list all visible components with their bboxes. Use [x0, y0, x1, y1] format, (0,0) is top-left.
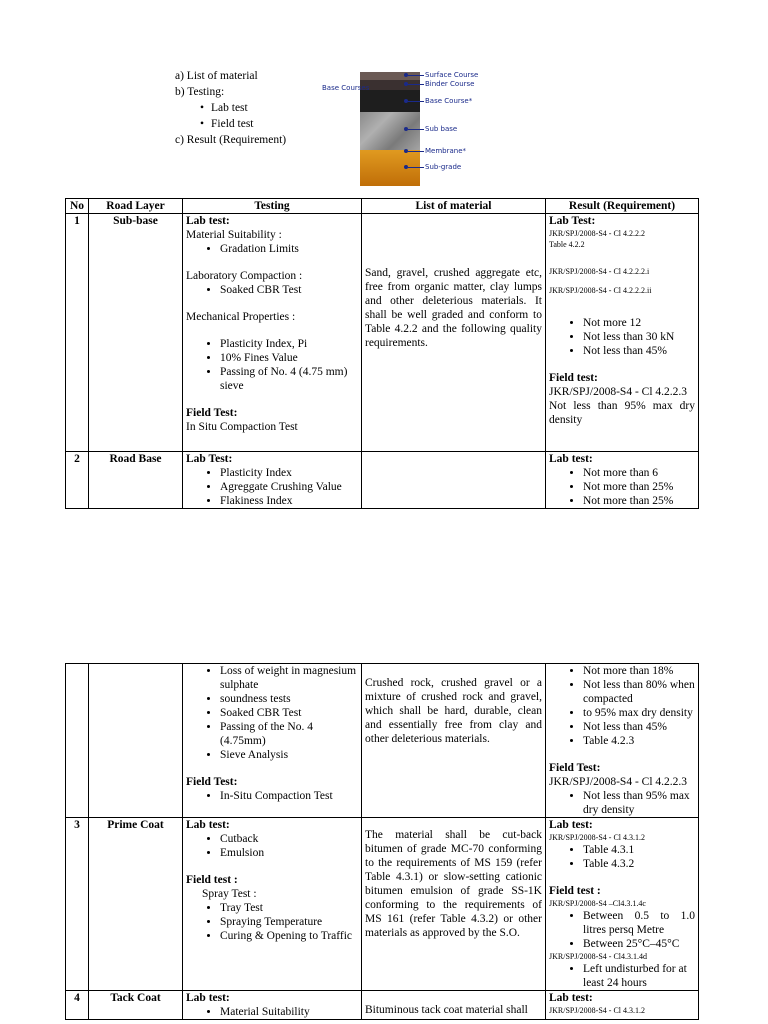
intro-sub-field: • Field test [193, 116, 286, 132]
row4-no: 4 [66, 991, 89, 1020]
row2-no: 2 [66, 452, 89, 509]
header-no: No [66, 199, 89, 214]
row3-no: 3 [66, 818, 89, 991]
sub-base-layer [360, 112, 420, 150]
row2cont-testing: • Loss of weight in magnesium sulphate • soundness tests • Soaked CBR Test • Passing of the No. 4 (4.75mm) • Sieve Analysis Field Test: • In-Situ Compaction Test [183, 664, 362, 818]
header-road-layer: Road Layer [89, 199, 183, 214]
intro-item-a: a) List of material [175, 70, 258, 82]
row2-material [362, 452, 546, 509]
surface-course-label: Surface Course [425, 71, 479, 79]
table-row [66, 214, 699, 452]
intro-sub-lab: • Lab test [193, 100, 286, 116]
header-testing: Testing [183, 199, 362, 214]
header-material: List of material [362, 199, 546, 214]
intro-item-b: b) Testing: [175, 86, 225, 98]
row1-result: Lab Test: JKR/SPJ/2008-S4 - Cl 4.2.2.2 Table 4.2.2 JKR/SPJ/2008-S4 - Cl 4.2.2.2.i JKR/SPJ/2008-S4 - Cl 4.2.2.2.ii • Not more 12 • Not less than 30 kN • Not less than 45% Field test: JKR/SPJ/2008-S4 - Cl 4.2.2.3 Not less than 95% max dry density [546, 214, 699, 452]
sub-grade-layer [360, 150, 420, 186]
row2cont-material: Crushed rock, crushed gravel or a mixture of crushed rock and gravel, which shall be hard, durable, clean and essentially free from clay and other deleterious materials. [362, 664, 546, 818]
row1-no: 1 [66, 214, 89, 452]
header-result: Result (Requirement) [546, 199, 699, 214]
table-header-row [66, 199, 699, 214]
base-course-label: Base Course* [425, 97, 473, 105]
row3-result: Lab test: JKR/SPJ/2008-S4 - Cl 4.3.1.2 • Table 4.3.1 • Table 4.3.2 Field test : JKR/SPJ/2008-S4 –Cl4.3.1.4c • Between 0.5 to 1.0 litres persq Metre • Between 25°C–45°C JKR/SPJ/2008-S4 - Cl4.3.1.4d • Left undisturbed for at least 24 hours [546, 818, 699, 991]
requirements-table-2 [65, 663, 699, 1020]
intro-item-c: c) Result (Requirement) [175, 134, 287, 146]
road-layers-diagram [320, 68, 490, 186]
sub-base-label: Sub base [425, 125, 458, 133]
row1-layer: Sub-base [89, 214, 183, 452]
row2-testing: Lab Test: • Plasticity Index • Agreggate Crushing Value • Flakiness Index [183, 452, 362, 509]
surface-course-layer [360, 72, 420, 80]
intro-list [175, 68, 286, 148]
row2cont-result: • Not more than 18% • Not less than 80% when compacted • to 95% max dry density • Not less than 45% • Table 4.2.3 Field Test: JKR/SPJ/2008-S4 - Cl 4.2.2.3 • Not less than 95% max dry density [546, 664, 699, 818]
row4-result: Lab test: JKR/SPJ/2008-S4 - Cl 4.3.1.2 [546, 991, 699, 1020]
row2-result: Lab test: • Not more than 6 • Not more than 25% • Not more than 25% [546, 452, 699, 509]
requirements-table-1 [65, 198, 699, 509]
row3-material: The material shall be cut-back bitumen of grade MC-70 conforming to the requirements of MS 159 (refer Table 4.3.1) or slow-setting cationic bitumen emulsion of grade SS-1K conforming to the requirements of MS 161 (refer Table 4.3.2) or other materials as approved by the S.O. [362, 818, 546, 991]
membrane-label: Membrane* [425, 147, 467, 155]
base-courses-label: Base Courses [322, 84, 370, 92]
binder-course-label: Binder Course [425, 80, 475, 88]
table-row [66, 991, 699, 1020]
row1-material: Sand, gravel, crushed aggregate etc, free from organic matter, clay lumps and other deleterious materials. It shall be well graded and conform to Table 4.2.2 and the following quality requirements. [362, 214, 546, 452]
row3-testing: Lab test: • Cutback • Emulsion Field test : Spray Test : • Tray Test • Spraying Temperature • Curing & Opening to Traffic [183, 818, 362, 991]
table-row [66, 664, 699, 818]
row1-testing: Lab test: Material Suitability : • Gradation Limits Laboratory Compaction : • Soaked CBR Test Mechanical Properties : • Plasticity Index, Pi • 10% Fines Value • Passing of No. 4 (4.75 mm) sieve Field Test: In Situ Compaction Test [183, 214, 362, 452]
row4-material: Bituminous tack coat material shall [362, 991, 546, 1020]
table-row [66, 452, 699, 509]
row4-layer: Tack Coat [89, 991, 183, 1020]
row3-layer: Prime Coat [89, 818, 183, 991]
sub-grade-label: Sub-grade [425, 163, 462, 171]
row4-testing: Lab test: • Material Suitability [183, 991, 362, 1020]
table-row [66, 818, 699, 991]
row2-layer: Road Base [89, 452, 183, 509]
